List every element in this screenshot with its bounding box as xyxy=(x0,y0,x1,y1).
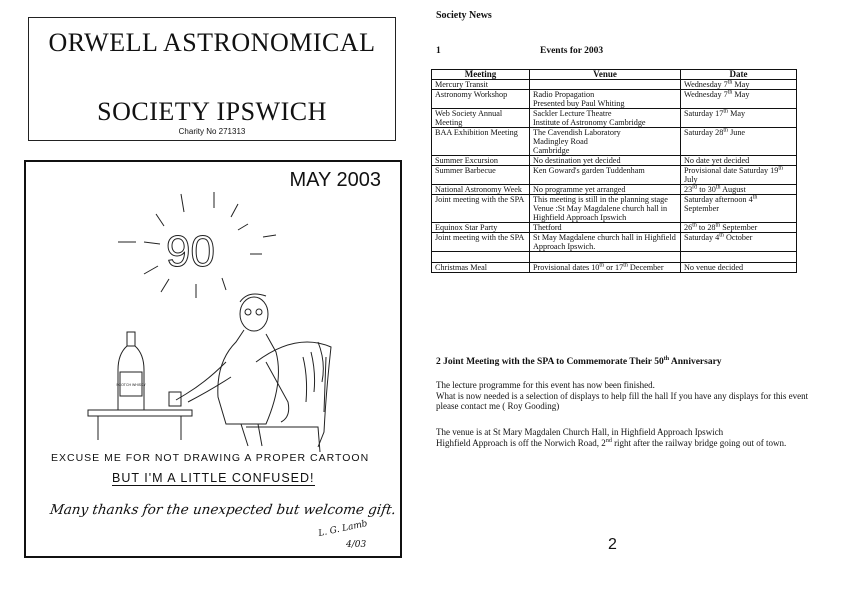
date-cell: No date yet decided xyxy=(681,156,797,166)
header-meeting: Meeting xyxy=(432,70,530,80)
header-date: Date xyxy=(681,70,797,80)
table-row xyxy=(432,109,797,128)
venue-cell: Radio Propagation Presented buy Paul Whiting xyxy=(530,90,681,109)
date-cell: Saturday afternoon 4th September xyxy=(681,195,797,223)
bottle-label: SCOTCH WHISKY xyxy=(116,383,146,387)
venue-cell: St May Magdalene church hall in Highfield Approach Ipswich. xyxy=(530,233,681,252)
date-cell: Provisional date Saturday 19th July xyxy=(681,166,797,185)
meeting-cell: National Astronomy Week xyxy=(432,185,530,195)
date-cell: Saturday 4th October xyxy=(681,233,797,252)
cartoon-drawing xyxy=(26,162,400,556)
section2-heading: 2 Joint Meeting with the SPA to Commemorate Their 50th Anniversary xyxy=(436,355,722,367)
cartoon-panel xyxy=(24,160,402,558)
events-table-body xyxy=(432,80,797,273)
venue-cell: Provisional dates 10th or 17th December xyxy=(530,263,681,273)
signature: L. G. Lamb xyxy=(317,518,369,540)
table-row xyxy=(432,233,797,252)
table-row xyxy=(432,185,797,195)
venue-cell: Thetford xyxy=(530,223,681,233)
table-row xyxy=(432,166,797,185)
thanks-note: Many thanks for the unexpected but welcome gift. xyxy=(48,502,398,518)
header-venue: Venue xyxy=(530,70,681,80)
paragraph-line: What is now needed is a selection of displays to help fill the hall If you have any displays for this event please contact me ( Roy Gooding) xyxy=(436,390,809,411)
meeting-cell: BAA Exhibition Meeting xyxy=(432,128,530,156)
signature-date: 4/03 xyxy=(346,540,367,550)
table-row xyxy=(432,252,797,263)
paragraph-line: Highfield Approach is off the Norwich Road, 2nd right after the railway bridge going out of town. xyxy=(436,437,787,448)
meeting-cell: Summer Barbecue xyxy=(432,166,530,185)
section-heading: Society News xyxy=(436,10,492,21)
date-cell: 26th to 28th September xyxy=(681,223,797,233)
meeting-cell: Web Society Annual Meeting xyxy=(432,109,530,128)
table-row xyxy=(432,223,797,233)
events-table xyxy=(431,69,797,273)
page-number: 2 xyxy=(608,536,617,553)
meeting-cell: Joint meeting with the SPA xyxy=(432,195,530,223)
meeting-cell: Equinox Star Party xyxy=(432,223,530,233)
date-cell: No venue decided xyxy=(681,263,797,273)
venue-cell: Sackler Lecture Theatre Institute of Astronomy Cambridge xyxy=(530,109,681,128)
table-row xyxy=(432,156,797,166)
venue-cell: The Cavendish Laboratory Madingley Road Cambridge xyxy=(530,128,681,156)
side-table xyxy=(88,410,192,440)
table-row xyxy=(432,128,797,156)
cartoon-date: MAY 2003 xyxy=(289,169,381,191)
cartoon-caption-line1: EXCUSE ME FOR NOT DRAWING A PROPER CARTOON xyxy=(51,452,370,464)
meeting-cell xyxy=(432,252,530,263)
meeting-cell: Astronomy Workshop xyxy=(432,90,530,109)
table-row xyxy=(432,263,797,273)
cartoon-caption-line2: BUT I'M A LITTLE CONFUSED! xyxy=(112,471,315,485)
paragraph-line: The lecture programme for this event has now been finished. xyxy=(436,380,655,390)
society-name-line1: ORWELL ASTRONOMICAL xyxy=(48,28,376,57)
paragraph-venue xyxy=(436,427,816,448)
venue-cell xyxy=(530,80,681,90)
armchair xyxy=(246,342,331,452)
venue-cell: This meeting is still in the planning stage Venue :St May Magdalene church hall in Highfield Approach Ipswich xyxy=(530,195,681,223)
whisky-glass xyxy=(169,392,181,406)
table-row xyxy=(432,80,797,90)
venue-cell xyxy=(530,252,681,263)
meeting-cell: Mercury Transit xyxy=(432,80,530,90)
events-title: Events for 2003 xyxy=(540,46,604,56)
date-cell: 23rd to 30th August xyxy=(681,185,797,195)
table-header-row xyxy=(432,70,797,80)
events-number: 1 xyxy=(436,46,441,56)
masthead-box xyxy=(28,17,396,141)
venue-cell: No programme yet arranged xyxy=(530,185,681,195)
date-cell: Wednesday 7th May xyxy=(681,80,797,90)
charity-number: Charity No 271313 xyxy=(178,127,246,136)
table-row xyxy=(432,90,797,109)
meeting-cell: Christmas Meal xyxy=(432,263,530,273)
meeting-cell: Summer Excursion xyxy=(432,156,530,166)
date-cell xyxy=(681,252,797,263)
number-90: 90 xyxy=(166,227,215,276)
society-name-line2: SOCIETY IPSWICH xyxy=(97,97,327,126)
table-row xyxy=(432,195,797,223)
meeting-cell: Joint meeting with the SPA xyxy=(432,233,530,252)
venue-cell: Ken Goward's garden Tuddenham xyxy=(530,166,681,185)
paragraph-line: The venue is at St Mary Magdalen Church Hall, in Highfield Approach Ipswich xyxy=(436,427,724,437)
date-cell: Wednesday 7th May xyxy=(681,90,797,109)
venue-cell: No destination yet decided xyxy=(530,156,681,166)
seated-man xyxy=(176,294,289,446)
date-cell: Saturday 28th June xyxy=(681,128,797,156)
date-cell: Saturday 17th May xyxy=(681,109,797,128)
whisky-bottle xyxy=(118,332,144,410)
paragraph-lecture xyxy=(436,380,816,412)
